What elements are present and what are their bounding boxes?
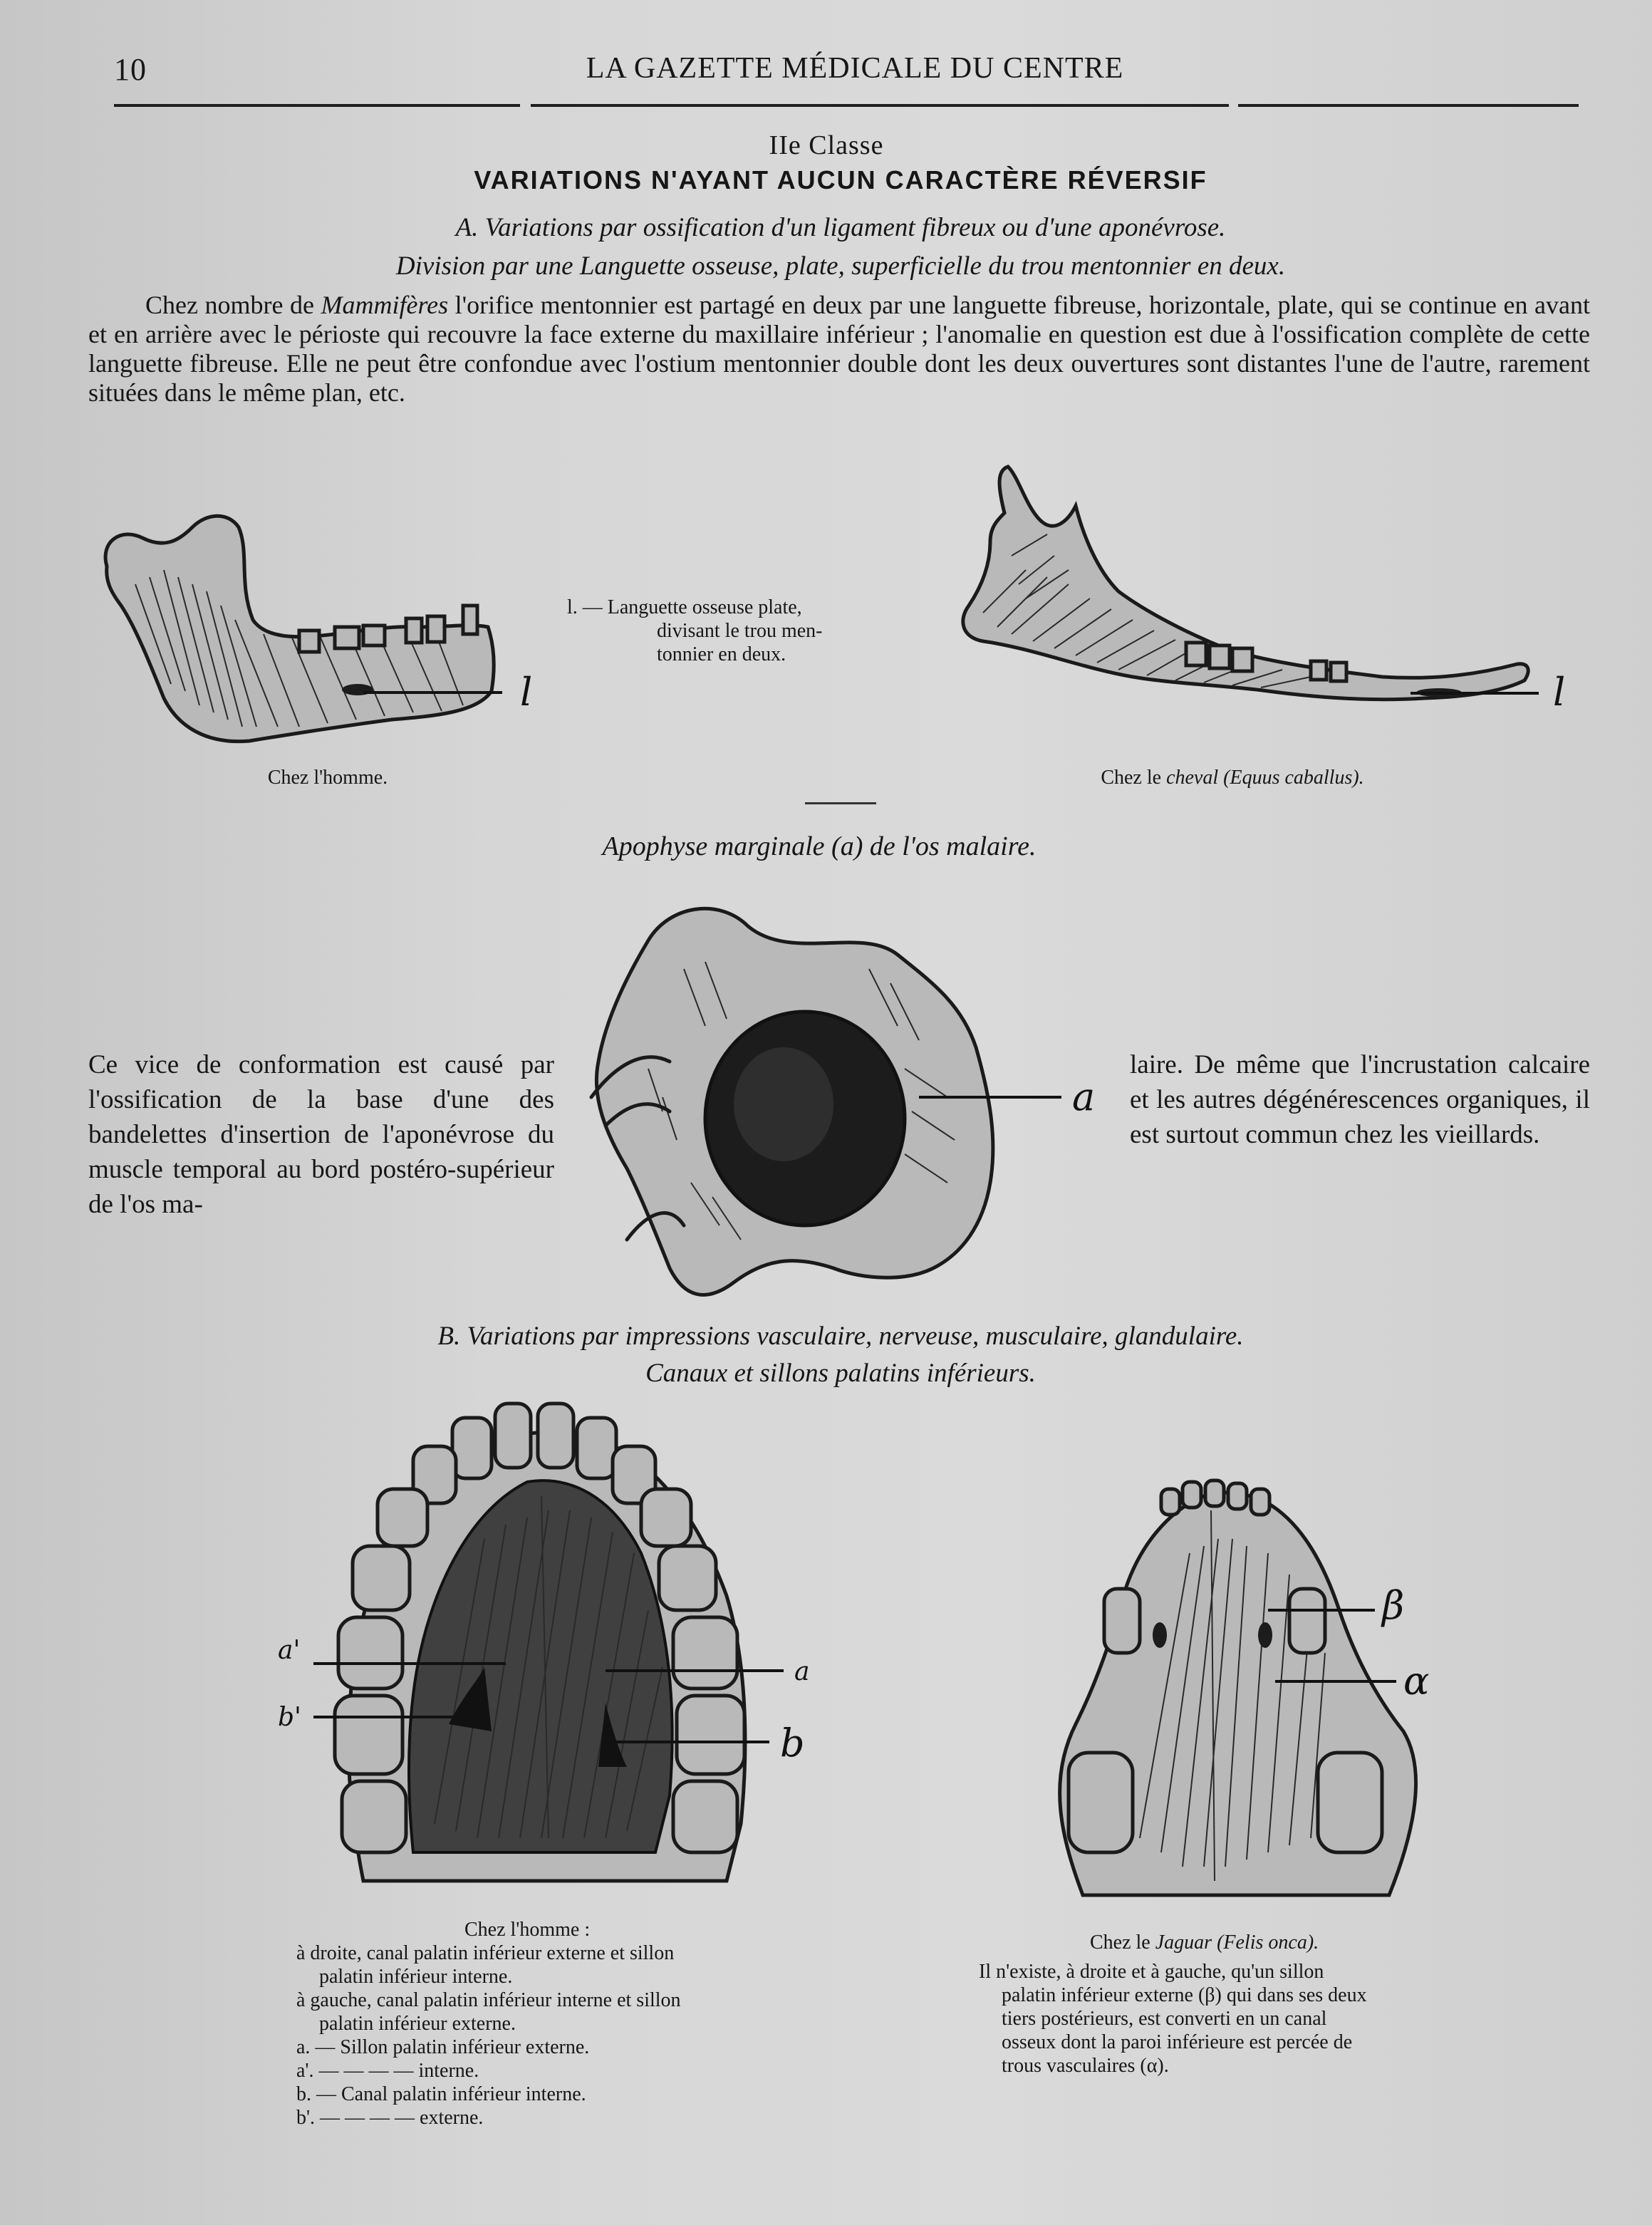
human-caption-line-7: b. — Canal palatin inférieur interne. (296, 2083, 586, 2105)
page-number: 10 (114, 52, 147, 87)
apophyse-heading: Apophyse marginale (a) de l'os malaire. (602, 831, 1037, 861)
human-caption-line-4: palatin inférieur externe. (319, 2013, 516, 2035)
human-caption-line-3: à gauche, canal palatin inférieur interne et sillon (296, 1989, 681, 2011)
label-b-prime: b' (278, 1703, 301, 1732)
label-alpha: α (1403, 1659, 1430, 1703)
jaguar-caption-italic: Jaguar (Felis onca). (1155, 1931, 1319, 1954)
human-caption-line-2: palatin inférieur interne. (319, 1966, 513, 1988)
human-palate-caption (296, 1918, 809, 2130)
separator-rule (805, 802, 876, 804)
jaguar-caption-line-2: palatin inférieur externe (β) qui dans ses deux (1002, 1984, 1367, 2006)
label-beta: β (1382, 1583, 1405, 1628)
human-caption-line-5: a. — Sillon palatin inférieur externe. (296, 2036, 590, 2058)
jaguar-caption-line-5: trous vasculaires (α). (1002, 2055, 1169, 2077)
jaguar-palate-caption (979, 1931, 1492, 2078)
figure-legend (567, 596, 923, 666)
intro-text-italic: Mammifères (321, 291, 449, 319)
part-a-heading: A. Variations par ossification d'un ligament fibreux ou d'une aponévrose. (455, 213, 1226, 242)
journal-title: LA GAZETTE MÉDICALE DU CENTRE (586, 52, 1124, 85)
jaguar-caption-line-4: osseux dont la paroi inférieure est percée de (1002, 2031, 1353, 2053)
label-l-human: l (520, 670, 533, 715)
jaguar-caption-line-3: tiers postérieurs, est converti en un canal (1002, 2008, 1327, 2030)
part-a-subheading: Division par une Languette osseuse, plate, superficielle du trou mentonnier en deux. (395, 251, 1286, 281)
horse-mandible-figure (940, 456, 1581, 769)
legend-line-2: divisant le trou men- (657, 620, 823, 642)
header-rule-middle (531, 104, 1229, 107)
jaguar-caption-title (979, 1931, 1492, 1954)
section-title: VARIATIONS N'AYANT AUCUN CARACTÈRE RÉVERSIF (474, 165, 1207, 195)
human-caption-line-8: b'. — — — — externe. (296, 2107, 484, 2129)
label-a-human: a (794, 1657, 810, 1686)
part-b-heading: B. Variations par impressions vasculaire, nerveuse, musculaire, glandulaire. (437, 1322, 1244, 1351)
skull-orbit-figure (563, 883, 1133, 1311)
human-caption-line-1: à droite, canal palatin inférieur externe et sillon (296, 1942, 675, 1964)
malar-text-left: Ce vice de conformation est causé par l'ossification de la base d'une des bandelettes d'insertion de l'aponévrose du muscle temporal au bord postéro-supérieur de l'os ma- (88, 1050, 554, 1219)
legend-line-1: l. — Languette osseuse plate, (567, 596, 802, 618)
human-caption-line-6: a'. — — — — interne. (296, 2060, 479, 2082)
header-rule-right (1238, 104, 1579, 107)
label-a-prime: a' (278, 1636, 301, 1665)
label-l-horse: l (1553, 670, 1566, 715)
legend-line-3: tonnier en deux. (657, 643, 786, 665)
human-mandible-figure (93, 499, 556, 755)
intro-text-rest: l'orifice mentonnier est partagé en deux par une languette fibreuse, horizontale, plate, qui se continue en avant et en arrière avec le périoste qui recouvre la face externe du maxillaire inférieur ; l'anomalie en question est due à l'ossification complète de cette languette fibreuse. Elle ne peut être confondue avec l'ostium mentonnier double dont les deux ouvertures sont distantes l'une de l'autre, rarement situées dans le même plan, etc. (88, 291, 1590, 407)
caption-horse-mandible (983, 767, 1482, 789)
human-palate-figure (271, 1396, 855, 1909)
label-b-human: b (780, 1721, 805, 1765)
caption-horse-italic: cheval (Equus caballus). (1166, 767, 1364, 789)
jaguar-caption-line-1: Il n'existe, à droite et à gauche, qu'un sillon (979, 1961, 1324, 1983)
header-rule-left (114, 104, 520, 107)
human-caption-title: Chez l'homme : (464, 1919, 591, 1941)
jaguar-caption-prefix: Chez le (1090, 1931, 1155, 1954)
intro-text-start: Chez nombre de (145, 291, 321, 319)
malar-text-right: laire. De même que l'incrustation calcaire et les autres dégénérescences organiques, il est surtout commun chez les vieillards. (1130, 1050, 1590, 1149)
caption-horse-prefix: Chez le (1101, 767, 1167, 789)
label-a-orbit: a (1072, 1074, 1096, 1119)
caption-human-mandible: Chez l'homme. (267, 767, 388, 789)
part-b-subheading: Canaux et sillons palatins inférieurs. (645, 1359, 1036, 1388)
part-a-intro-paragraph (88, 291, 1590, 408)
jaguar-palate-figure (1019, 1468, 1517, 1909)
class-heading: IIe Classe (769, 130, 884, 160)
